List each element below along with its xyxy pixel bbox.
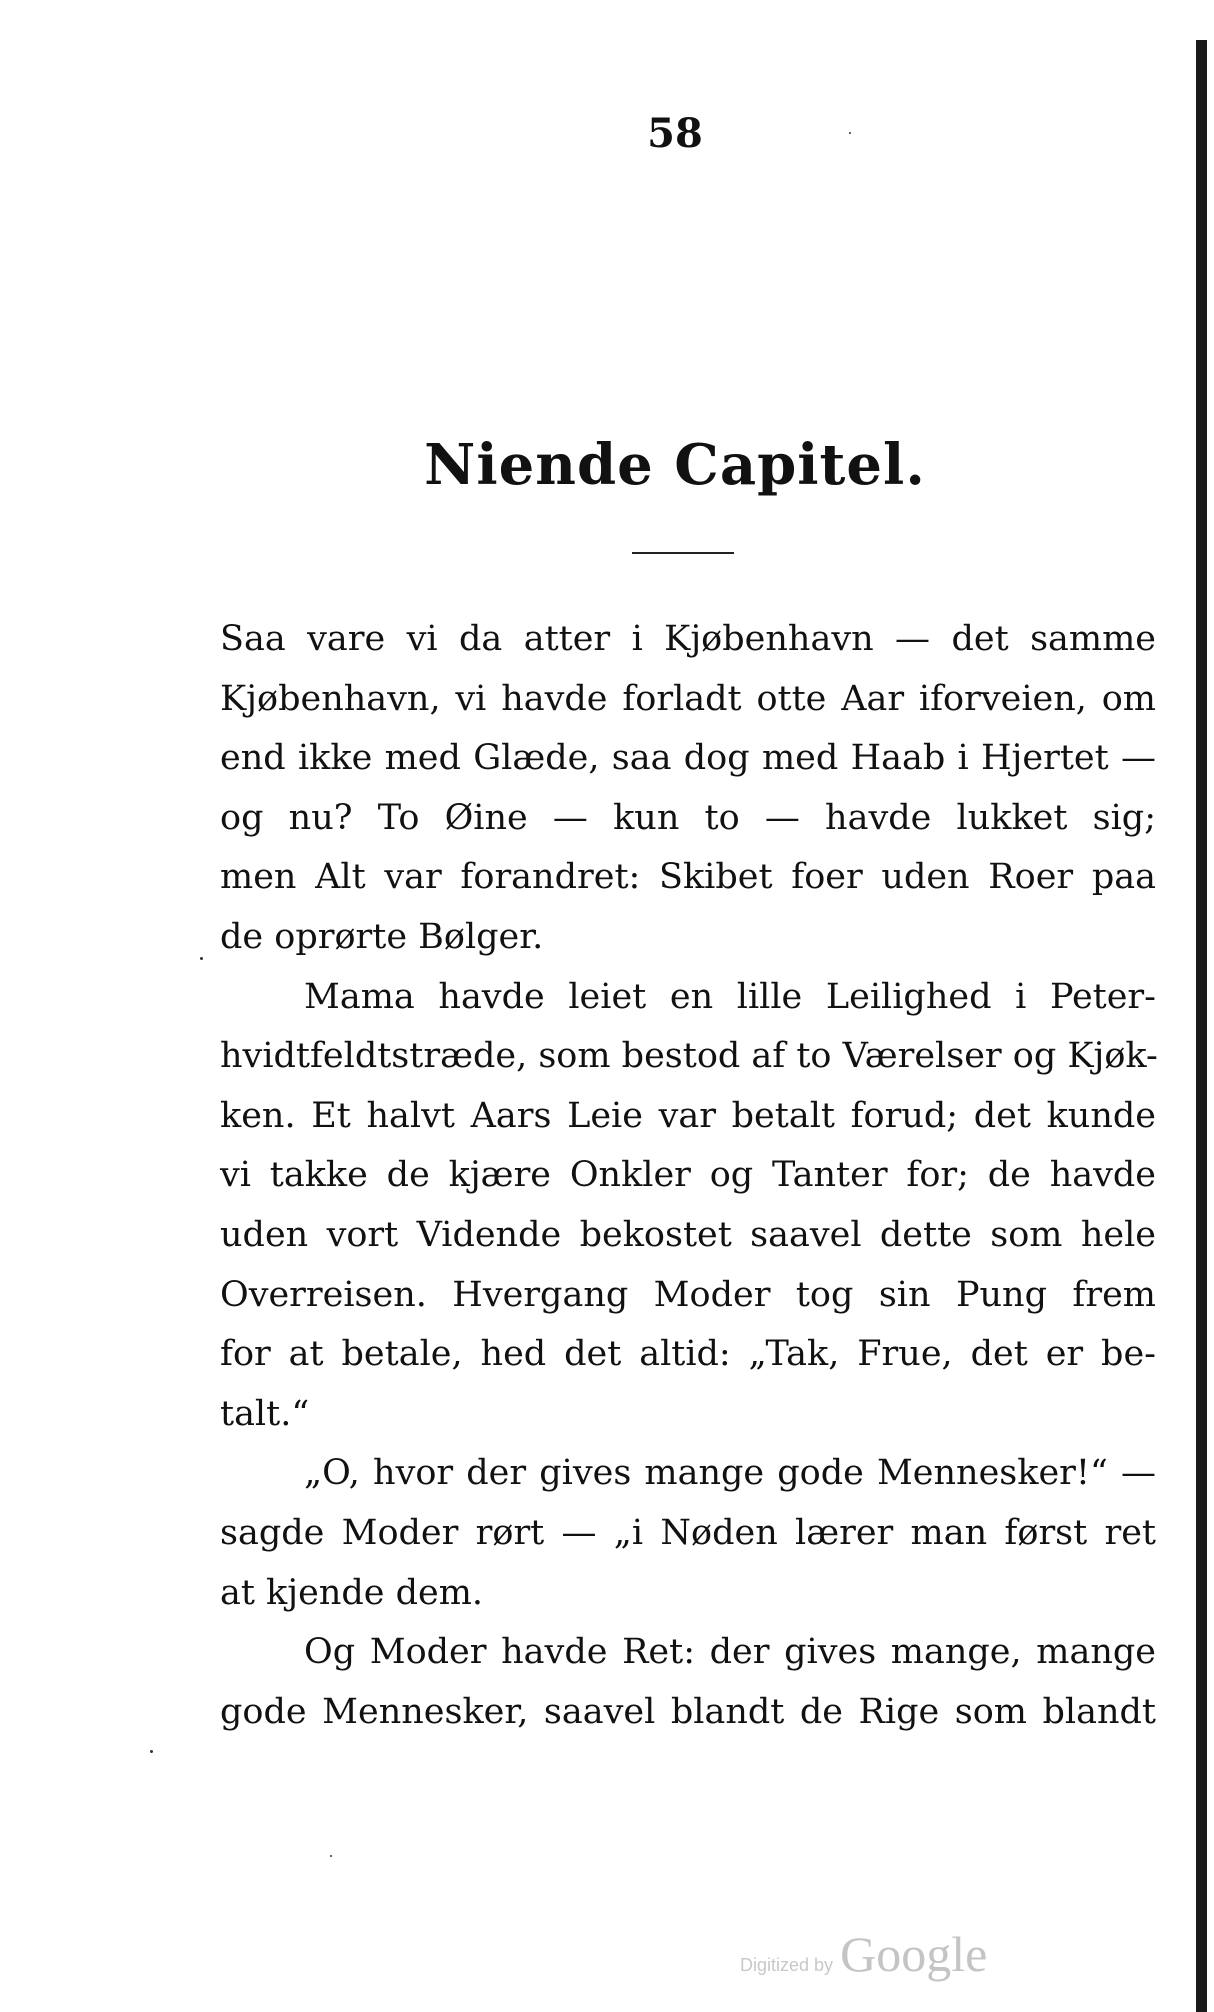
text-line: for at betale, hed det altid: „Tak, Frue, det er be- <box>220 1334 1156 1375</box>
chapter-title: Niende Capitel. <box>424 432 926 498</box>
text-line: at kjende dem. <box>220 1572 484 1613</box>
text-line: hvidtfeldtstræde, som bestod af to Værelser og Kjøk- <box>220 1036 1158 1077</box>
page-number: 58 <box>647 110 703 157</box>
text-line: de oprørte Bølger. <box>220 916 544 957</box>
text-line: Saa vare vi da atter i Kjøbenhavn — det samme <box>220 619 1156 659</box>
text-line: Mama havde leiet en lille Leilighed i Peter- <box>304 976 1156 1017</box>
text-line: uden vort Vidende bekostet saavel dette som hele <box>220 1214 1156 1255</box>
watermark-prefix: Digitized by <box>740 1955 834 1975</box>
text-line: og nu? To Øine — kun to — havde lukket sig; <box>220 797 1156 838</box>
text-line: sagde Moder rørt — „i Nøden lærer man først ret <box>220 1512 1156 1553</box>
text-line: Overreisen. Hvergang Moder tog sin Pung frem <box>220 1274 1156 1315</box>
text-line: Og Moder havde Ret: der gives mange, mange <box>304 1632 1156 1673</box>
text-line: „O, hvor der gives mange gode Mennesker!“ — <box>304 1453 1156 1494</box>
page-edge-rule <box>1196 40 1207 2012</box>
google-logo: Google <box>840 1926 988 1982</box>
text-line: men Alt var forandret: Skibet foer uden Roer paa <box>220 857 1156 898</box>
text-line: gode Mennesker, saavel blandt de Rige som blandt <box>220 1691 1156 1732</box>
text-line: talt.“ <box>220 1393 310 1434</box>
scan-speck <box>849 132 851 134</box>
scan-speck <box>200 957 203 960</box>
scan-speck <box>330 1855 332 1857</box>
text-line: Kjøbenhavn, vi havde forladt otte Aar iforveien, om <box>220 678 1156 719</box>
text-line: ken. Et halvt Aars Leie var betalt forud; det kunde <box>220 1095 1156 1136</box>
body-text <box>220 610 1156 1742</box>
title-divider <box>632 552 734 554</box>
text-line: vi takke de kjære Onkler og Tanter for; de havde <box>220 1155 1156 1196</box>
digitized-by-google-watermark <box>740 1925 1040 1985</box>
text-line: end ikke med Glæde, saa dog med Haab i Hjertet — <box>220 738 1156 779</box>
scan-speck <box>150 1750 153 1753</box>
